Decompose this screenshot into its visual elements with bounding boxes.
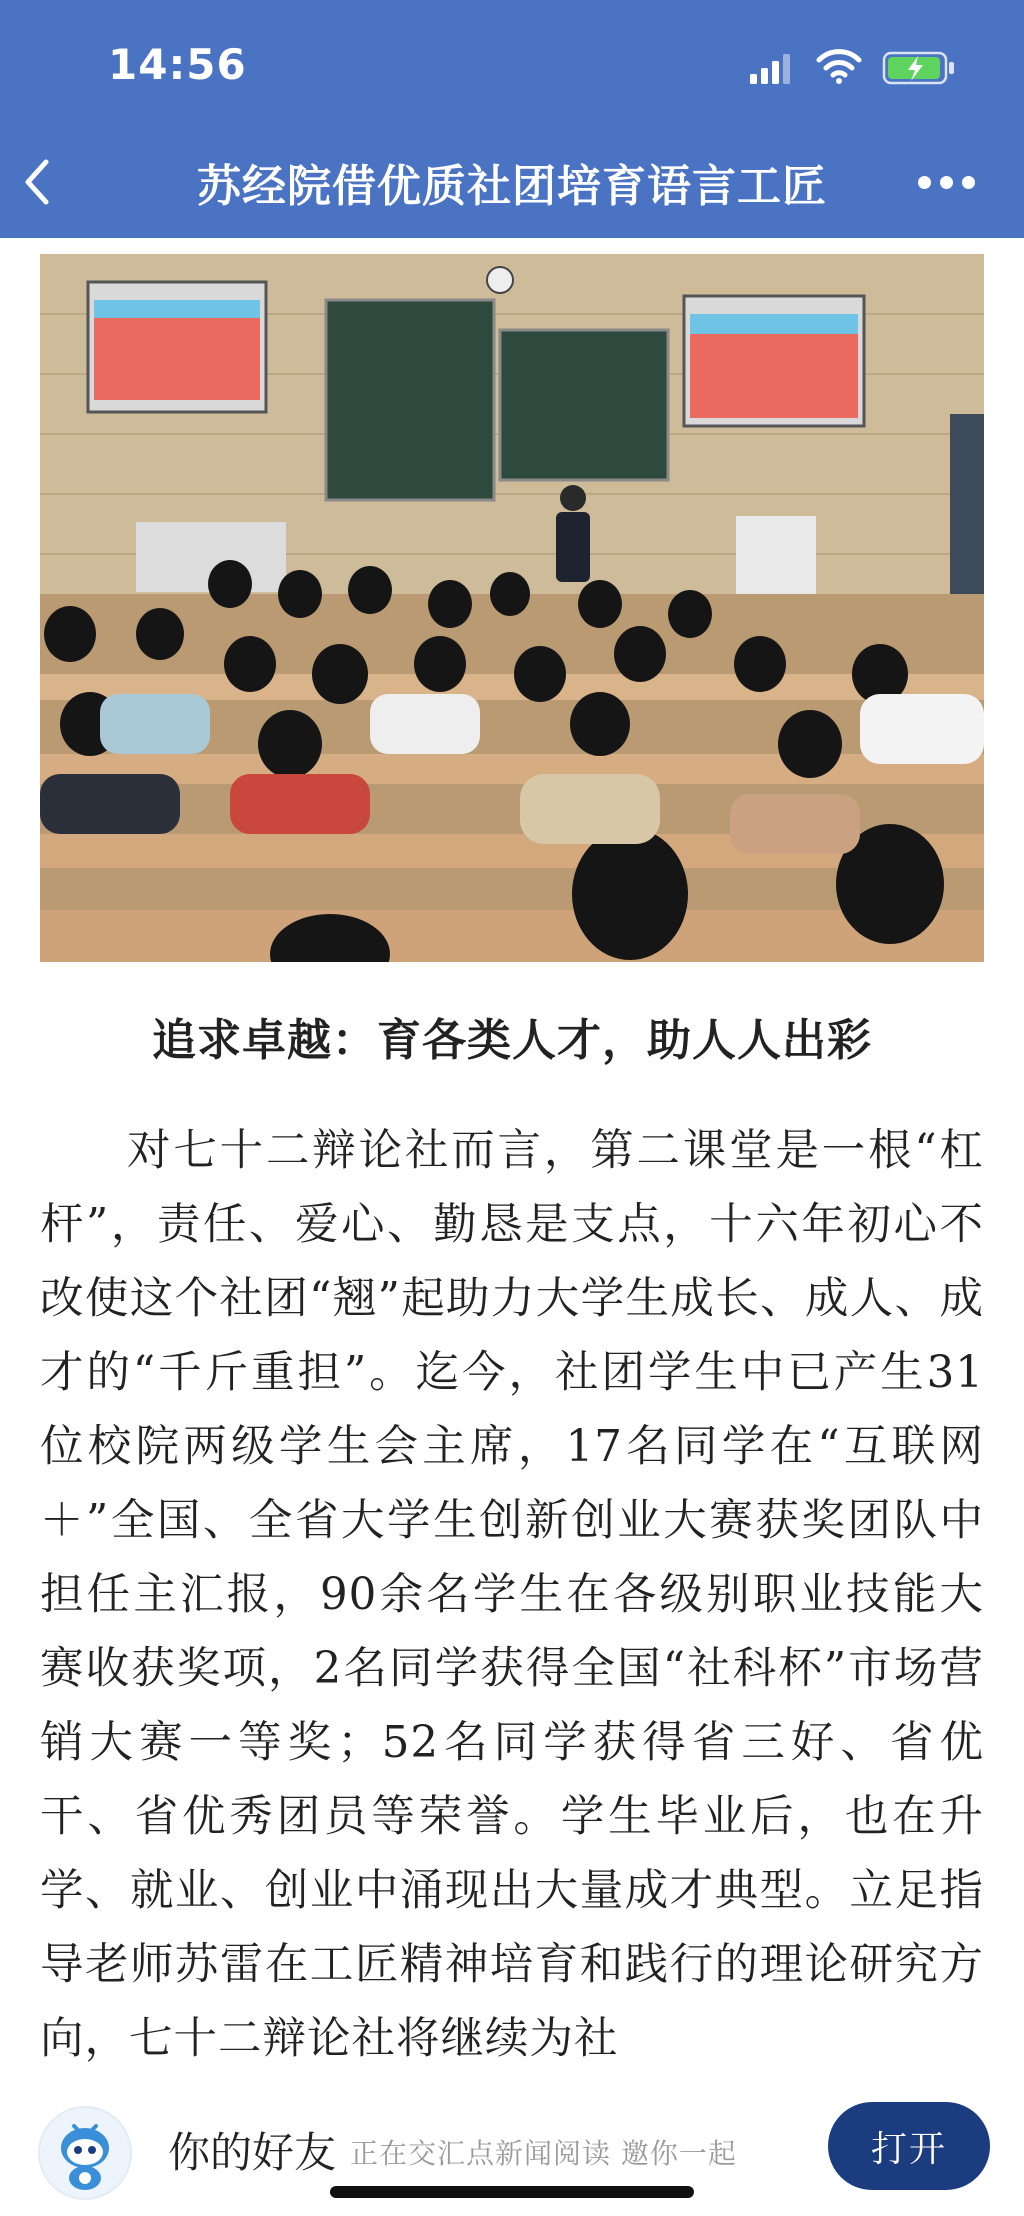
- mascot-icon: [40, 2108, 130, 2198]
- back-icon[interactable]: [18, 152, 58, 212]
- page-title: 苏经院借优质社团培育语言工匠: [197, 161, 827, 212]
- battery-charging-icon: [882, 50, 956, 86]
- invite-text: 正在交汇点新闻阅读 邀你一起: [350, 2137, 737, 2170]
- cellular-signal-icon: [748, 52, 796, 84]
- open-app-button[interactable]: 打开: [828, 2102, 990, 2190]
- mascot-avatar: [40, 2108, 130, 2198]
- article-heading: 追求卓越：育各类人才，助人人出彩: [152, 1015, 872, 1066]
- article-paragraph: 对七十二辩论社而言，第二课堂是一根“杠杆”，责任、爱心、勤恳是支点，十六年初心不改使这个社团“翘”起助力大学生成长、成人、成才的“千斤重担”。迄今，社团学生中已产生31位校院两级学生会主席，17名同学在“互联网＋”全国、全省大学生创新创业大赛获奖团队中担任主汇报，90余名学生在各级别职业技能大赛收获奖项，2名同学获得全国“社科杯”市场营销大赛一等奖；52名同学获得省三好、省优干、省优秀团员等荣誉。学生毕业后，也在升学、就业、创业中涌现出大量成才典型。立足指导老师苏雷在工匠精神培育和践行的理论研究方向，七十二辩论社将继续为社: [40, 1126, 984, 2064]
- app-header: [0, 0, 1024, 238]
- article-photo: [40, 254, 984, 962]
- wifi-icon: [816, 48, 862, 84]
- more-dots-icon[interactable]: [918, 176, 978, 192]
- home-indicator[interactable]: [330, 2186, 694, 2198]
- friend-label: 你的好友: [168, 2128, 337, 2177]
- classroom-photo: [40, 254, 984, 962]
- status-time: 14:56: [108, 40, 247, 89]
